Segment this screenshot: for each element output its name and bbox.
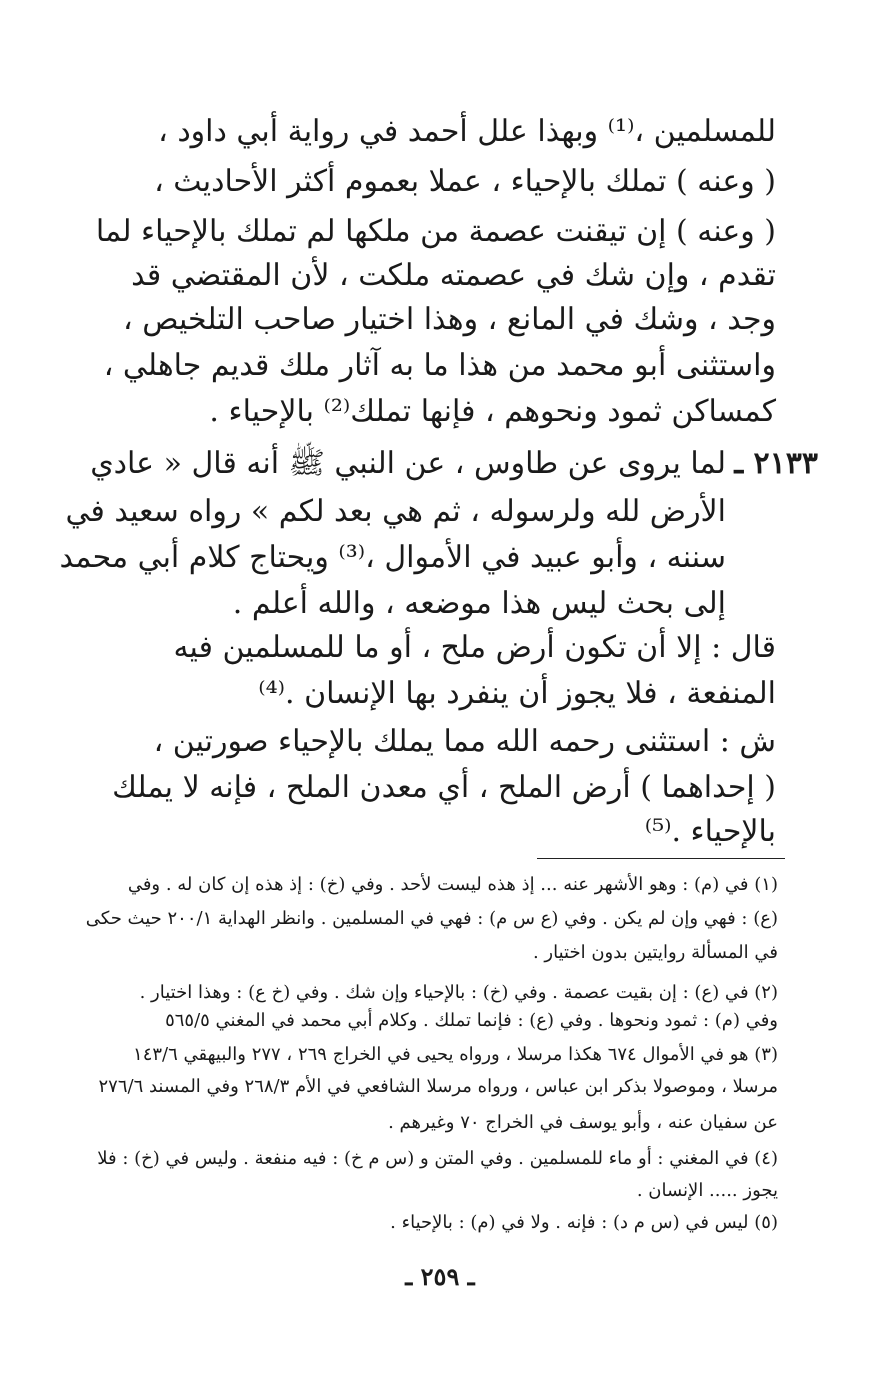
- footnote-line: (٤) في المغني : أو ماء للمسلمين . وفي المتن و (س م خ) : فيه منفعة . وليس في (خ) : فلا: [97, 1148, 778, 1169]
- footnote-line: (ع) : فهي وإن لم يكن . وفي (ع س م) : فهي في المسلمين . وانظر الهداية ٢٠٠/١ حيث حكى: [85, 908, 778, 929]
- page-number: ـ ٢٥٩ ـ: [405, 1262, 475, 1291]
- footnote-line: مرسلا ، وموصولا بذكر ابن عباس ، ورواه مرسلا الشافعي في الأم ٢٦٨/٣ وفي المسند ٢٧٦/٦: [98, 1076, 778, 1097]
- body-line: للمسلمين ،⁽¹⁾ وبهذا علل أحمد في رواية أبي داود ،: [158, 114, 776, 149]
- footnote-line: (١) في (م) : وهو الأشهر عنه ... إذ هذه ليست لأحد . وفي (خ) : إذ هذه إن كان له . وفي: [127, 874, 778, 895]
- footnote-separator: [537, 858, 785, 859]
- entry-line: لما يروى عن طاوس ، عن النبي ﷺ أنه قال « عادي: [90, 446, 726, 481]
- entry-line: سننه ، وأبو عبيد في الأموال ،⁽³⁾ ويحتاج كلام أبي محمد: [59, 540, 726, 575]
- entry-line: إلى بحث ليس هذا موضعه ، والله أعلم .: [232, 586, 726, 621]
- entry-number: ٢١٣٣ ـ: [734, 446, 818, 481]
- body-line: ( وعنه ) إن تيقنت عصمة من ملكها لم تملك بالإحياء لما: [95, 214, 776, 249]
- body-line: ( وعنه ) تملك بالإحياء ، عملا بعموم أكثر الأحاديث ،: [154, 164, 776, 199]
- text-line: بالإحياء .⁽⁵⁾: [644, 814, 776, 849]
- entry-line: الأرض لله ولرسوله ، ثم هي بعد لكم » رواه سعيد في: [65, 494, 726, 529]
- text-line: المنفعة ، فلا يجوز أن ينفرد بها الإنسان .⁽⁴⁾: [258, 676, 776, 711]
- footnote-line: عن سفيان عنه ، وأبو يوسف في الخراج ٧٠ وغيرهم .: [388, 1112, 778, 1133]
- body-line: كمساكن ثمود ونحوهم ، فإنها تملك⁽²⁾ بالإحياء .: [209, 394, 776, 429]
- footnote-line: في المسألة روايتين بدون اختيار .: [532, 942, 778, 963]
- body-line: تقدم ، وإن شك في عصمته ملكت ، لأن المقتضي قد: [131, 258, 776, 293]
- body-line: وجد ، وشك في المانع ، وهذا اختيار صاحب التلخيص ،: [123, 302, 776, 337]
- text-line: ( إحداهما ) أرض الملح ، أي معدن الملح ، فإنه لا يملك: [112, 770, 776, 805]
- footnote-line: (٥) ليس في (س م د) : فإنه . ولا في (م) : بالإحياء .: [390, 1212, 778, 1233]
- footnote-line: (٢) في (ع) : إن بقيت عصمة . وفي (خ) : بالإحياء وإن شك . وفي (خ ع) : وهذا اختيار .: [139, 982, 778, 1003]
- body-line: واستثنى أبو محمد من هذا ما به آثار ملك قديم جاهلي ،: [103, 348, 776, 383]
- footnote-line: وفي (م) : ثمود ونحوها . وفي (ع) : فإنما تملك . وكلام أبي محمد في المغني ٥٦٥/٥: [165, 1010, 778, 1031]
- footnote-line: يجوز ..... الإنسان .: [636, 1180, 778, 1201]
- footnote-line: (٣) هو في الأموال ٦٧٤ هكذا مرسلا ، ورواه يحيى في الخراج ٢٦٩ ، ٢٧٧ والبيهقي ١٤٣/٦: [133, 1044, 778, 1065]
- text-line: ش : استثنى رحمه الله مما يملك بالإحياء صورتين ،: [153, 724, 776, 759]
- text-line: قال : إلا أن تكون أرض ملح ، أو ما للمسلمين فيه: [173, 630, 776, 665]
